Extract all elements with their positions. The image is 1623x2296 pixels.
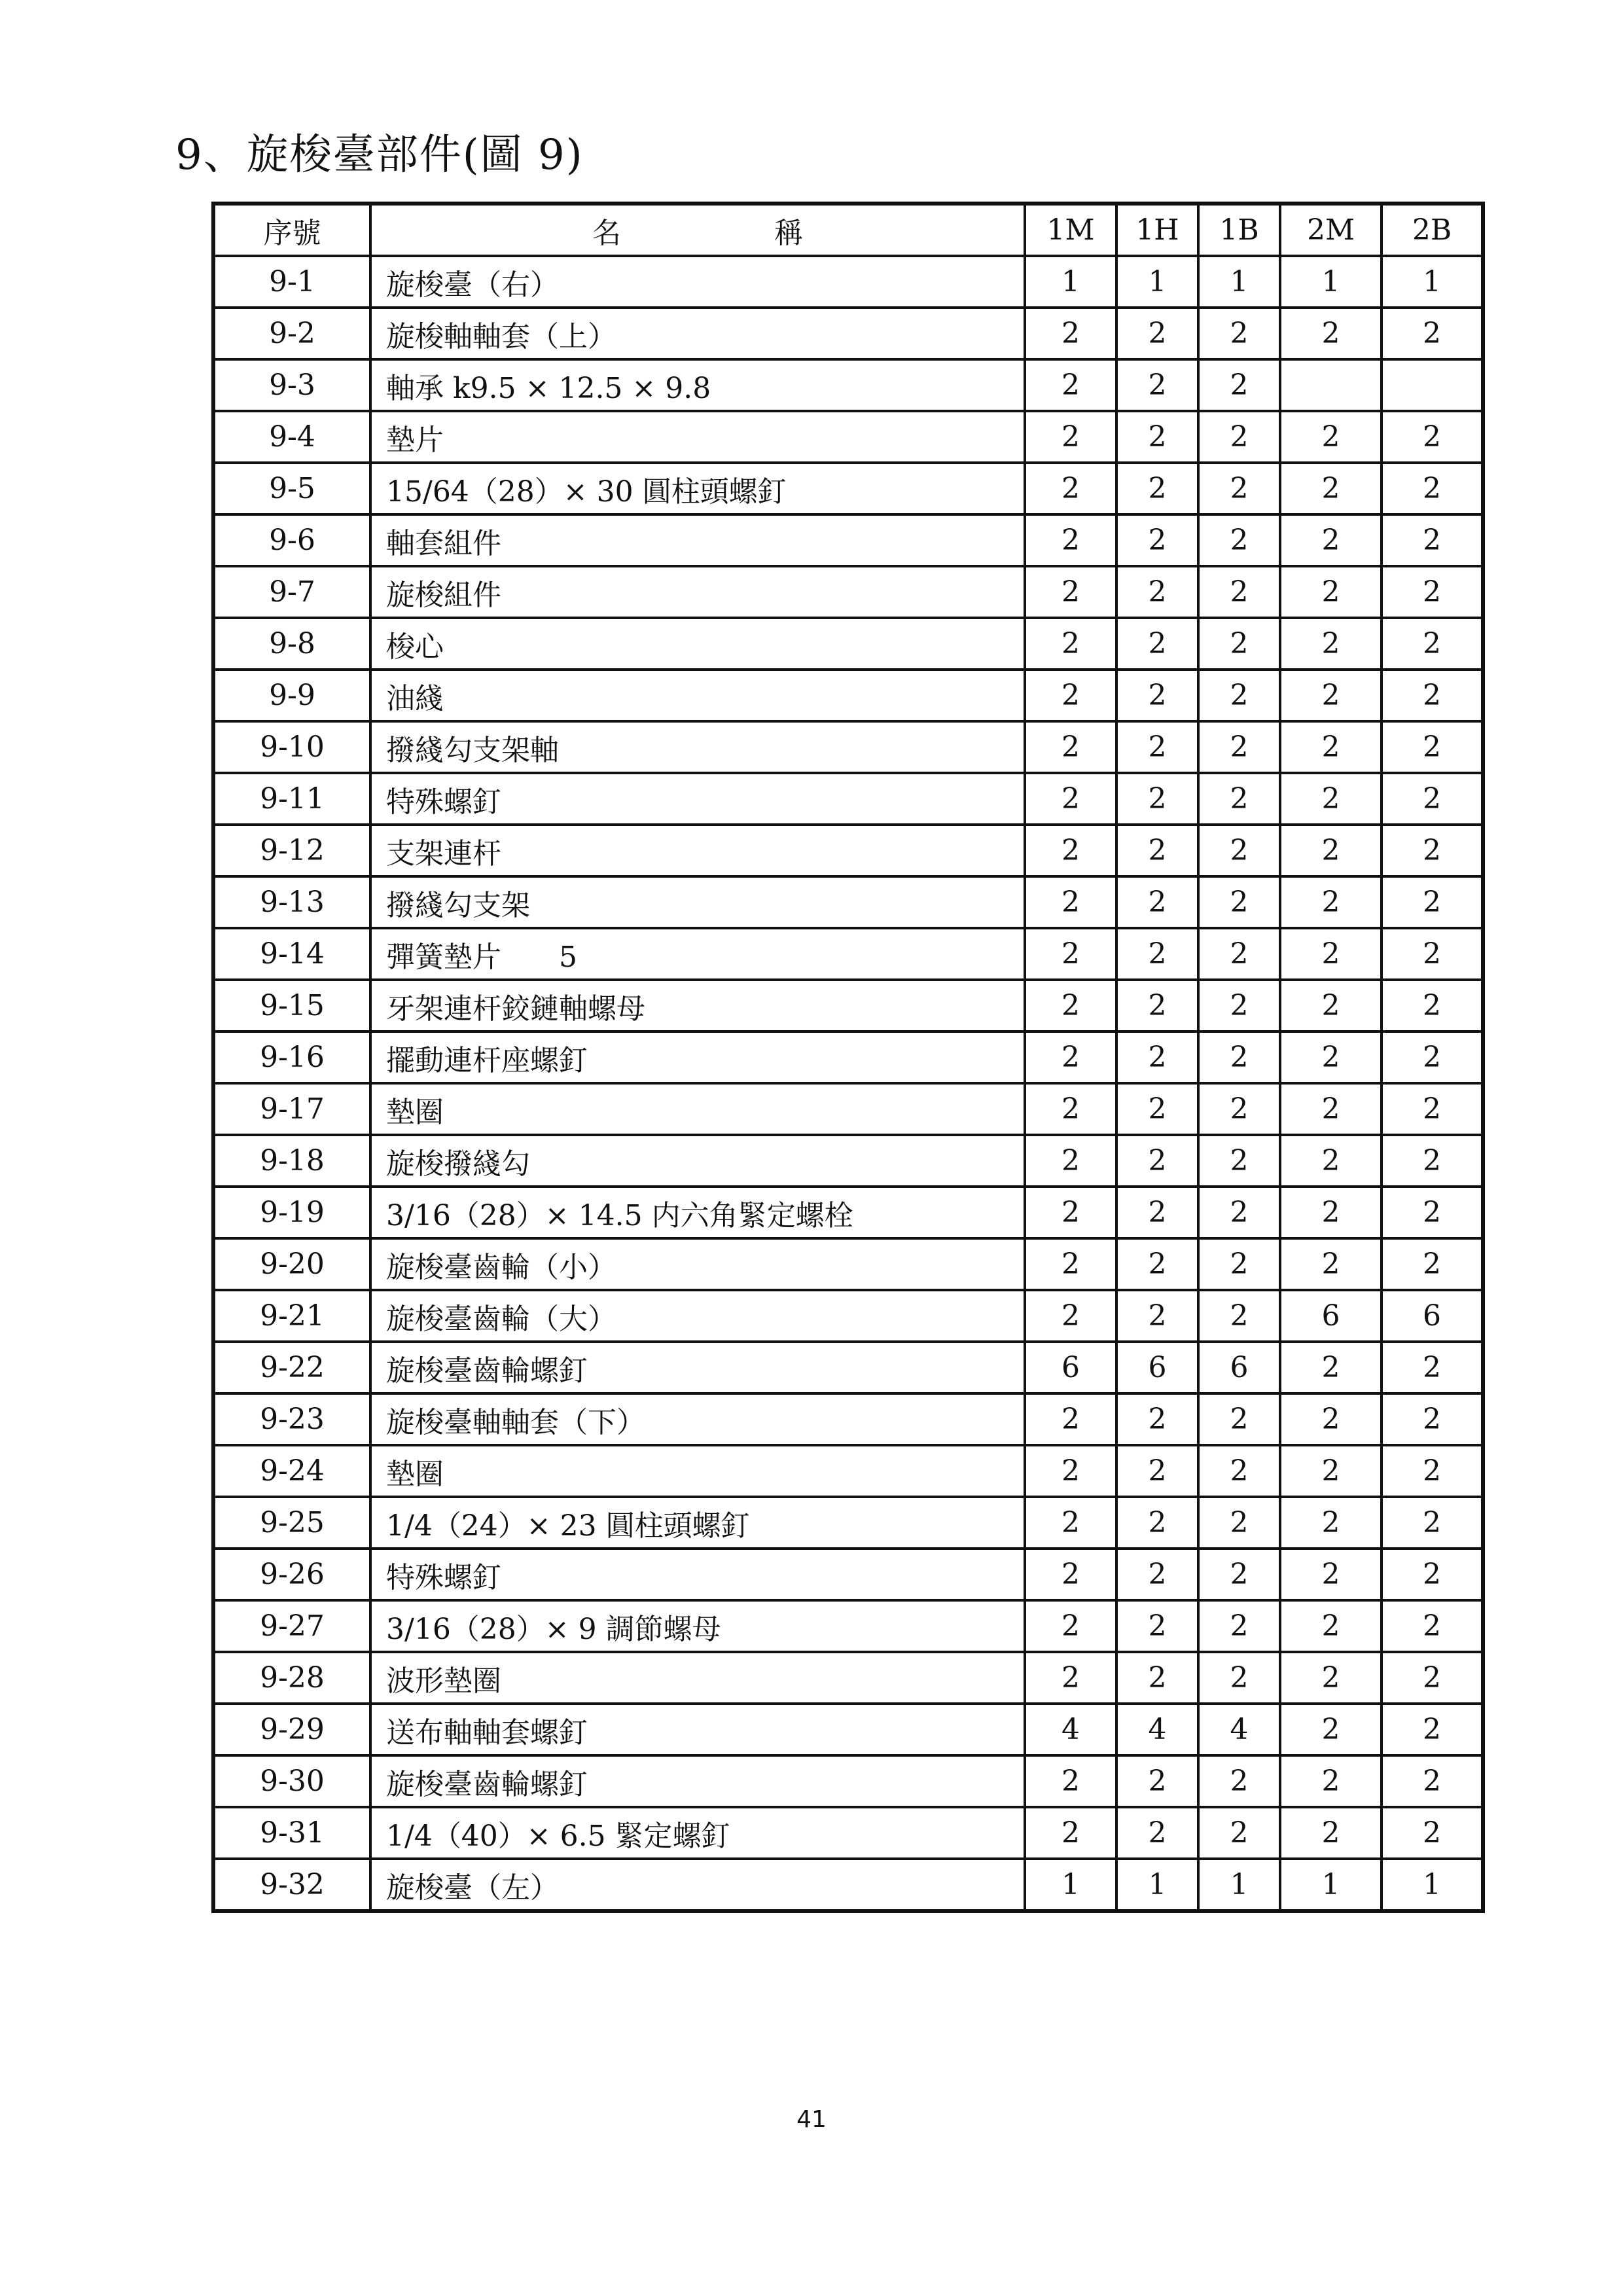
qty-2b-cell: 2	[1382, 1031, 1483, 1083]
qty-1m-cell: 2	[1025, 1135, 1116, 1187]
qty-2b-cell: 2	[1382, 825, 1483, 876]
qty-1b-cell: 2	[1198, 1187, 1280, 1238]
table-row	[213, 1238, 1483, 1290]
part-name-cell: 旋梭臺齒輪螺釘	[370, 1755, 1025, 1807]
part-number-cell: 9-16	[213, 1031, 370, 1083]
part-number-cell: 9-29	[213, 1704, 370, 1755]
qty-1h-cell: 2	[1116, 1755, 1198, 1807]
qty-1b-cell: 1	[1198, 1859, 1280, 1911]
qty-2m-cell: 2	[1280, 1083, 1382, 1135]
part-name-cell: 旋梭軸軸套（上）	[370, 308, 1025, 359]
qty-1b-cell: 2	[1198, 721, 1280, 773]
part-number-cell: 9-21	[213, 1290, 370, 1342]
part-number-cell: 9-26	[213, 1549, 370, 1600]
part-name-cell: 特殊螺釘	[370, 1549, 1025, 1600]
qty-1m-cell: 2	[1025, 1600, 1116, 1652]
part-name-cell: 梭心	[370, 618, 1025, 670]
part-number-cell: 9-32	[213, 1859, 370, 1911]
qty-2m-cell: 2	[1280, 1600, 1382, 1652]
part-number-cell: 9-23	[213, 1393, 370, 1445]
qty-1b-cell: 6	[1198, 1342, 1280, 1393]
part-name-cell: 送布軸軸套螺釘	[370, 1704, 1025, 1755]
qty-1b-cell: 2	[1198, 825, 1280, 876]
qty-1b-cell: 4	[1198, 1704, 1280, 1755]
qty-1b-cell: 2	[1198, 618, 1280, 670]
qty-1b-cell: 2	[1198, 359, 1280, 411]
table-header-row	[213, 204, 1483, 256]
part-name-cell: 旋梭臺（右）	[370, 256, 1025, 308]
table-row	[213, 1497, 1483, 1549]
qty-2b-cell: 2	[1382, 1807, 1483, 1859]
table-row	[213, 359, 1483, 411]
part-number-cell: 9-31	[213, 1807, 370, 1859]
qty-1b-cell: 2	[1198, 670, 1280, 721]
qty-1h-cell: 2	[1116, 1600, 1198, 1652]
table-row	[213, 721, 1483, 773]
qty-1h-cell: 2	[1116, 411, 1198, 463]
part-number-cell: 9-12	[213, 825, 370, 876]
qty-1m-cell: 2	[1025, 1755, 1116, 1807]
qty-1b-cell: 2	[1198, 1445, 1280, 1497]
table-row	[213, 928, 1483, 980]
header-serial-number: 序號	[213, 204, 370, 256]
part-number-cell: 9-10	[213, 721, 370, 773]
qty-2m-cell: 2	[1280, 928, 1382, 980]
header-1h: 1H	[1116, 204, 1198, 256]
part-name-cell: 3/16（28）× 14.5 内六角緊定螺栓	[370, 1187, 1025, 1238]
table-row	[213, 1549, 1483, 1600]
qty-1h-cell: 2	[1116, 1393, 1198, 1445]
qty-1b-cell: 2	[1198, 1497, 1280, 1549]
part-number-cell: 9-4	[213, 411, 370, 463]
part-name-cell: 特殊螺釘	[370, 773, 1025, 825]
part-number-cell: 9-1	[213, 256, 370, 308]
table-row	[213, 1083, 1483, 1135]
table-row	[213, 825, 1483, 876]
qty-1h-cell: 2	[1116, 1083, 1198, 1135]
part-name-cell: 3/16（28）× 9 調節螺母	[370, 1600, 1025, 1652]
qty-2b-cell: 2	[1382, 1445, 1483, 1497]
qty-1m-cell: 2	[1025, 1187, 1116, 1238]
qty-2b-cell: 2	[1382, 566, 1483, 618]
part-number-cell: 9-2	[213, 308, 370, 359]
part-number-cell: 9-18	[213, 1135, 370, 1187]
qty-2b-cell: 2	[1382, 1652, 1483, 1704]
table-row	[213, 1600, 1483, 1652]
part-name-cell: 撥綫勾支架軸	[370, 721, 1025, 773]
qty-1m-cell: 2	[1025, 1083, 1116, 1135]
qty-2m-cell: 2	[1280, 1807, 1382, 1859]
qty-2m-cell: 2	[1280, 670, 1382, 721]
part-number-cell: 9-11	[213, 773, 370, 825]
qty-2b-cell: 2	[1382, 1135, 1483, 1187]
qty-2m-cell: 2	[1280, 1031, 1382, 1083]
part-name-cell: 牙架連杆鉸鏈軸螺母	[370, 980, 1025, 1031]
table-row	[213, 773, 1483, 825]
qty-2b-cell: 2	[1382, 1393, 1483, 1445]
part-name-cell: 旋梭臺（左）	[370, 1859, 1025, 1911]
qty-1h-cell: 2	[1116, 463, 1198, 514]
qty-2b-cell: 2	[1382, 514, 1483, 566]
qty-2b-cell: 2	[1382, 773, 1483, 825]
qty-1b-cell: 2	[1198, 1083, 1280, 1135]
table-row	[213, 256, 1483, 308]
qty-1h-cell: 2	[1116, 1497, 1198, 1549]
table-row	[213, 876, 1483, 928]
qty-1b-cell: 2	[1198, 1807, 1280, 1859]
qty-1h-cell: 2	[1116, 308, 1198, 359]
qty-1b-cell: 2	[1198, 411, 1280, 463]
qty-1m-cell: 6	[1025, 1342, 1116, 1393]
header-name: 名 稱	[370, 204, 1025, 256]
table-row	[213, 1704, 1483, 1755]
part-name-cell: 旋梭臺軸軸套（下）	[370, 1393, 1025, 1445]
qty-2m-cell: 2	[1280, 1238, 1382, 1290]
qty-1m-cell: 2	[1025, 359, 1116, 411]
qty-2b-cell: 2	[1382, 980, 1483, 1031]
qty-1b-cell: 2	[1198, 463, 1280, 514]
part-number-cell: 9-5	[213, 463, 370, 514]
qty-2b-cell	[1382, 359, 1483, 411]
qty-1m-cell: 2	[1025, 1031, 1116, 1083]
qty-1h-cell: 2	[1116, 1445, 1198, 1497]
header-1b: 1B	[1198, 204, 1280, 256]
qty-1m-cell: 2	[1025, 1238, 1116, 1290]
part-number-cell: 9-14	[213, 928, 370, 980]
qty-1b-cell: 2	[1198, 1031, 1280, 1083]
table-row	[213, 670, 1483, 721]
part-name-cell: 1/4（24）× 23 圓柱頭螺釘	[370, 1497, 1025, 1549]
table-row	[213, 1135, 1483, 1187]
qty-2m-cell: 2	[1280, 566, 1382, 618]
qty-2m-cell: 2	[1280, 1187, 1382, 1238]
part-number-cell: 9-15	[213, 980, 370, 1031]
qty-1h-cell: 2	[1116, 1652, 1198, 1704]
qty-1h-cell: 2	[1116, 359, 1198, 411]
qty-1b-cell: 2	[1198, 1600, 1280, 1652]
qty-2b-cell: 2	[1382, 928, 1483, 980]
qty-1h-cell: 2	[1116, 670, 1198, 721]
part-number-cell: 9-25	[213, 1497, 370, 1549]
qty-1h-cell: 2	[1116, 773, 1198, 825]
part-number-cell: 9-19	[213, 1187, 370, 1238]
qty-2b-cell: 2	[1382, 1704, 1483, 1755]
qty-2b-cell: 2	[1382, 463, 1483, 514]
qty-2m-cell: 1	[1280, 256, 1382, 308]
table-row	[213, 1445, 1483, 1497]
qty-2b-cell: 2	[1382, 721, 1483, 773]
qty-1m-cell: 2	[1025, 670, 1116, 721]
qty-2m-cell: 2	[1280, 1342, 1382, 1393]
qty-1m-cell: 2	[1025, 721, 1116, 773]
qty-1m-cell: 2	[1025, 1652, 1116, 1704]
qty-1h-cell: 2	[1116, 618, 1198, 670]
table-row	[213, 1652, 1483, 1704]
qty-1m-cell: 2	[1025, 773, 1116, 825]
qty-2b-cell: 2	[1382, 1342, 1483, 1393]
qty-1h-cell: 2	[1116, 876, 1198, 928]
qty-2b-cell: 2	[1382, 876, 1483, 928]
part-name-cell: 墊圈	[370, 1445, 1025, 1497]
part-number-cell: 9-7	[213, 566, 370, 618]
qty-2b-cell: 2	[1382, 1600, 1483, 1652]
part-name-cell: 軸套組件	[370, 514, 1025, 566]
part-name-cell: 支架連杆	[370, 825, 1025, 876]
qty-1h-cell: 2	[1116, 566, 1198, 618]
table-row	[213, 566, 1483, 618]
qty-2b-cell: 2	[1382, 1083, 1483, 1135]
header-2m: 2M	[1280, 204, 1382, 256]
qty-1b-cell: 2	[1198, 1393, 1280, 1445]
qty-2m-cell: 2	[1280, 1652, 1382, 1704]
qty-1h-cell: 1	[1116, 256, 1198, 308]
part-name-cell: 旋梭臺齒輪螺釘	[370, 1342, 1025, 1393]
table-row	[213, 463, 1483, 514]
qty-1b-cell: 2	[1198, 928, 1280, 980]
qty-1h-cell: 2	[1116, 1549, 1198, 1600]
qty-2b-cell: 1	[1382, 1859, 1483, 1911]
parts-table	[211, 202, 1485, 1913]
qty-2b-cell: 2	[1382, 1238, 1483, 1290]
header-2b: 2B	[1382, 204, 1483, 256]
qty-1h-cell: 2	[1116, 721, 1198, 773]
qty-1b-cell: 2	[1198, 1549, 1280, 1600]
qty-1h-cell: 4	[1116, 1704, 1198, 1755]
table-row	[213, 1031, 1483, 1083]
qty-1m-cell: 2	[1025, 514, 1116, 566]
table-row	[213, 1807, 1483, 1859]
qty-2b-cell: 2	[1382, 1187, 1483, 1238]
parts-table-body	[213, 256, 1483, 1911]
part-name-cell: 彈簧墊片 5	[370, 928, 1025, 980]
part-name-cell: 撥綫勾支架	[370, 876, 1025, 928]
qty-2m-cell: 2	[1280, 463, 1382, 514]
qty-2m-cell: 2	[1280, 1755, 1382, 1807]
part-number-cell: 9-22	[213, 1342, 370, 1393]
qty-1b-cell: 2	[1198, 876, 1280, 928]
qty-2m-cell: 2	[1280, 618, 1382, 670]
qty-2m-cell: 2	[1280, 1704, 1382, 1755]
qty-1m-cell: 2	[1025, 825, 1116, 876]
qty-1m-cell: 4	[1025, 1704, 1116, 1755]
part-name-cell: 旋梭臺齒輪（大）	[370, 1290, 1025, 1342]
qty-1m-cell: 2	[1025, 618, 1116, 670]
qty-1m-cell: 2	[1025, 1807, 1116, 1859]
qty-2m-cell: 2	[1280, 1549, 1382, 1600]
qty-2m-cell: 2	[1280, 411, 1382, 463]
qty-1m-cell: 2	[1025, 876, 1116, 928]
part-number-cell: 9-3	[213, 359, 370, 411]
qty-1b-cell: 2	[1198, 514, 1280, 566]
qty-1m-cell: 2	[1025, 1497, 1116, 1549]
page-number: 41	[796, 2106, 827, 2133]
part-name-cell: 旋梭組件	[370, 566, 1025, 618]
qty-2b-cell: 2	[1382, 1755, 1483, 1807]
qty-2m-cell: 2	[1280, 514, 1382, 566]
qty-2b-cell: 2	[1382, 411, 1483, 463]
qty-1h-cell: 2	[1116, 1031, 1198, 1083]
qty-2m-cell: 2	[1280, 1445, 1382, 1497]
table-row	[213, 618, 1483, 670]
part-name-cell: 軸承 k9.5 × 12.5 × 9.8	[370, 359, 1025, 411]
qty-1m-cell: 2	[1025, 308, 1116, 359]
table-row	[213, 1290, 1483, 1342]
table-row	[213, 1187, 1483, 1238]
qty-1h-cell: 2	[1116, 928, 1198, 980]
qty-1m-cell: 2	[1025, 1290, 1116, 1342]
qty-2b-cell: 2	[1382, 1549, 1483, 1600]
qty-1b-cell: 2	[1198, 308, 1280, 359]
qty-1b-cell: 2	[1198, 1135, 1280, 1187]
qty-1h-cell: 2	[1116, 1290, 1198, 1342]
qty-2m-cell: 2	[1280, 980, 1382, 1031]
qty-1m-cell: 2	[1025, 928, 1116, 980]
table-row	[213, 411, 1483, 463]
part-number-cell: 9-6	[213, 514, 370, 566]
qty-1m-cell: 2	[1025, 1445, 1116, 1497]
qty-1h-cell: 1	[1116, 1859, 1198, 1911]
qty-1m-cell: 2	[1025, 1393, 1116, 1445]
table-row	[213, 1755, 1483, 1807]
part-name-cell: 波形墊圈	[370, 1652, 1025, 1704]
table-row	[213, 980, 1483, 1031]
part-name-cell: 擺動連杆座螺釘	[370, 1031, 1025, 1083]
part-number-cell: 9-28	[213, 1652, 370, 1704]
qty-2m-cell: 6	[1280, 1290, 1382, 1342]
qty-1m-cell: 1	[1025, 256, 1116, 308]
table-row	[213, 1859, 1483, 1911]
qty-2m-cell	[1280, 359, 1382, 411]
qty-1m-cell: 2	[1025, 463, 1116, 514]
qty-1m-cell: 2	[1025, 566, 1116, 618]
qty-2m-cell: 2	[1280, 1497, 1382, 1549]
qty-2b-cell: 1	[1382, 256, 1483, 308]
qty-1b-cell: 2	[1198, 1238, 1280, 1290]
qty-1b-cell: 1	[1198, 256, 1280, 308]
qty-2b-cell: 6	[1382, 1290, 1483, 1342]
part-number-cell: 9-24	[213, 1445, 370, 1497]
page-title: 9、旋梭臺部件(圖 9)	[175, 131, 584, 179]
qty-1b-cell: 2	[1198, 1290, 1280, 1342]
part-name-cell: 旋梭撥綫勾	[370, 1135, 1025, 1187]
part-number-cell: 9-17	[213, 1083, 370, 1135]
qty-1m-cell: 2	[1025, 411, 1116, 463]
table-row	[213, 514, 1483, 566]
table-row	[213, 308, 1483, 359]
qty-1m-cell: 2	[1025, 980, 1116, 1031]
qty-1b-cell: 2	[1198, 1755, 1280, 1807]
qty-1h-cell: 2	[1116, 1238, 1198, 1290]
qty-1h-cell: 6	[1116, 1342, 1198, 1393]
part-number-cell: 9-20	[213, 1238, 370, 1290]
qty-2b-cell: 2	[1382, 1497, 1483, 1549]
part-name-cell: 油綫	[370, 670, 1025, 721]
qty-2m-cell: 2	[1280, 721, 1382, 773]
qty-2m-cell: 2	[1280, 773, 1382, 825]
qty-1h-cell: 2	[1116, 1807, 1198, 1859]
qty-1b-cell: 2	[1198, 566, 1280, 618]
header-1m: 1M	[1025, 204, 1116, 256]
qty-1h-cell: 2	[1116, 514, 1198, 566]
part-name-cell: 墊片	[370, 411, 1025, 463]
part-number-cell: 9-30	[213, 1755, 370, 1807]
part-number-cell: 9-27	[213, 1600, 370, 1652]
qty-2b-cell: 2	[1382, 308, 1483, 359]
qty-2b-cell: 2	[1382, 670, 1483, 721]
qty-2m-cell: 2	[1280, 308, 1382, 359]
qty-1h-cell: 2	[1116, 825, 1198, 876]
qty-2m-cell: 2	[1280, 1393, 1382, 1445]
qty-1m-cell: 2	[1025, 1549, 1116, 1600]
part-name-cell: 旋梭臺齒輪（小）	[370, 1238, 1025, 1290]
part-number-cell: 9-13	[213, 876, 370, 928]
qty-2m-cell: 2	[1280, 825, 1382, 876]
qty-1h-cell: 2	[1116, 1187, 1198, 1238]
qty-1b-cell: 2	[1198, 980, 1280, 1031]
qty-1b-cell: 2	[1198, 1652, 1280, 1704]
qty-2m-cell: 2	[1280, 876, 1382, 928]
qty-1h-cell: 2	[1116, 1135, 1198, 1187]
part-name-cell: 墊圈	[370, 1083, 1025, 1135]
table-row	[213, 1393, 1483, 1445]
part-name-cell: 15/64（28）× 30 圓柱頭螺釘	[370, 463, 1025, 514]
qty-1h-cell: 2	[1116, 980, 1198, 1031]
qty-1b-cell: 2	[1198, 773, 1280, 825]
qty-2m-cell: 2	[1280, 1135, 1382, 1187]
part-name-cell: 1/4（40）× 6.5 緊定螺釘	[370, 1807, 1025, 1859]
part-number-cell: 9-9	[213, 670, 370, 721]
part-number-cell: 9-8	[213, 618, 370, 670]
qty-2b-cell: 2	[1382, 618, 1483, 670]
qty-2m-cell: 1	[1280, 1859, 1382, 1911]
table-row	[213, 1342, 1483, 1393]
qty-1m-cell: 1	[1025, 1859, 1116, 1911]
